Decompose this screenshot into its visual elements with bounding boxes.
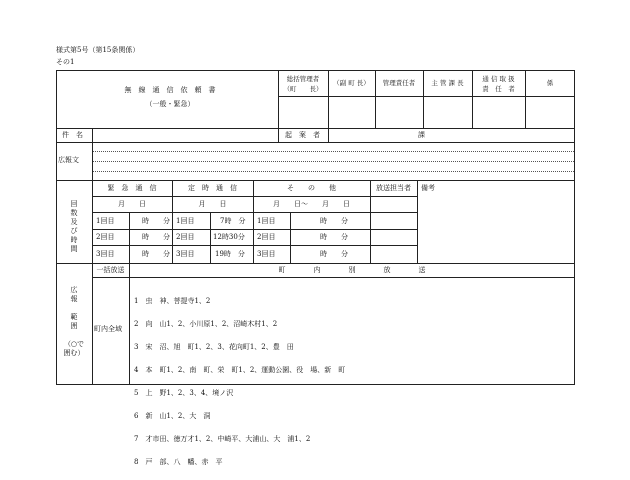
district-item: 5 上 野1、2、3、4、境ノ沢	[134, 388, 234, 397]
regular-row-3: 3回目	[176, 250, 195, 258]
regular-row-2: 2回目	[176, 233, 195, 241]
col-emergency: 緊 急 通 信	[107, 184, 157, 192]
district-item: 6 新 山1、2、大 洞	[134, 411, 211, 420]
district-item: 7 才市田、徳万才1、2、中崎平、大浦山、大 浦1、2	[134, 434, 311, 443]
approval-comm-officer: 通 信 取 扱 責 任 者	[482, 75, 515, 93]
approval-manager: 管理責任者	[382, 79, 416, 87]
regular-row-1: 1回目	[176, 217, 195, 225]
emergency-time-3: 時 分	[142, 250, 170, 258]
form-number: 様式第5号（第15条関係）	[56, 46, 140, 54]
area-row-label: 広 報 範 囲 （○で 囲む）	[63, 286, 85, 357]
other-time-3: 時 分	[320, 250, 348, 258]
emergency-row-2: 2回目	[96, 233, 115, 241]
form-title: 無 線 通 信 依 頼 書	[124, 86, 216, 94]
district-broadcast-label: 町 内 別 放 送	[278, 266, 426, 274]
col-remarks: 備考	[421, 184, 435, 192]
subject-label: 件 名	[62, 131, 83, 139]
emergency-row-1: 1回目	[96, 217, 115, 225]
all-broadcast-label: 一括放送	[96, 266, 125, 274]
times-row-label: 回 数 及 び 時 間	[70, 200, 78, 253]
district-list	[134, 284, 345, 480]
approval-chief-manager: 総括管理者 （町 長）	[283, 75, 323, 93]
date-emergency: 月 日	[118, 200, 146, 208]
department-label: 課	[418, 131, 425, 139]
broadcast-text-label: 広報文	[58, 156, 79, 164]
district-item: 8 戸 部、八 幡、赤 平	[134, 457, 223, 466]
emergency-row-3: 3回目	[96, 250, 115, 258]
district-item: 3 宋 沼、旭 町1、2、3、花向町1、2、豊 田	[134, 342, 294, 351]
other-time-2: 時 分	[320, 233, 348, 241]
form-sub-number: その1	[56, 58, 75, 66]
col-regular: 定 時 通 信	[188, 184, 237, 192]
col-staff: 放送担当者	[376, 184, 411, 192]
emergency-time-2: 時 分	[142, 233, 170, 241]
emergency-time-1: 時 分	[142, 217, 170, 225]
district-item: 1 虫 神、菩提寺1、2	[134, 296, 211, 305]
other-row-3: 3回目	[257, 250, 276, 258]
whole-town-label: 町内全域	[94, 325, 122, 333]
drafter-label: 起 案 者	[285, 131, 320, 139]
approval-staff: 係	[546, 79, 554, 87]
date-other: 月 日～ 月 日	[273, 200, 350, 208]
other-row-1: 1回目	[257, 217, 276, 225]
district-item: 2 向 山1、2、小川原1、2、沼崎木村1、2	[134, 319, 278, 328]
regular-time-1: 7時 分	[220, 217, 246, 225]
approval-section-head: 主 管 課 長	[431, 79, 464, 87]
form-subtitle: （一般・緊急）	[145, 100, 195, 108]
district-item: 4 本 町1、2、南 町、栄 町1、2、運動公園、役 場、新 町	[134, 365, 346, 374]
other-time-1: 時 分	[320, 217, 348, 225]
col-other: そ の 他	[287, 184, 336, 192]
other-row-2: 2回目	[257, 233, 276, 241]
date-regular: 月 日	[198, 200, 227, 208]
regular-time-3: 19時 分	[215, 250, 245, 258]
approval-deputy-mayor: （副 町 長）	[333, 79, 370, 87]
regular-time-2: 12時30分	[213, 233, 245, 241]
